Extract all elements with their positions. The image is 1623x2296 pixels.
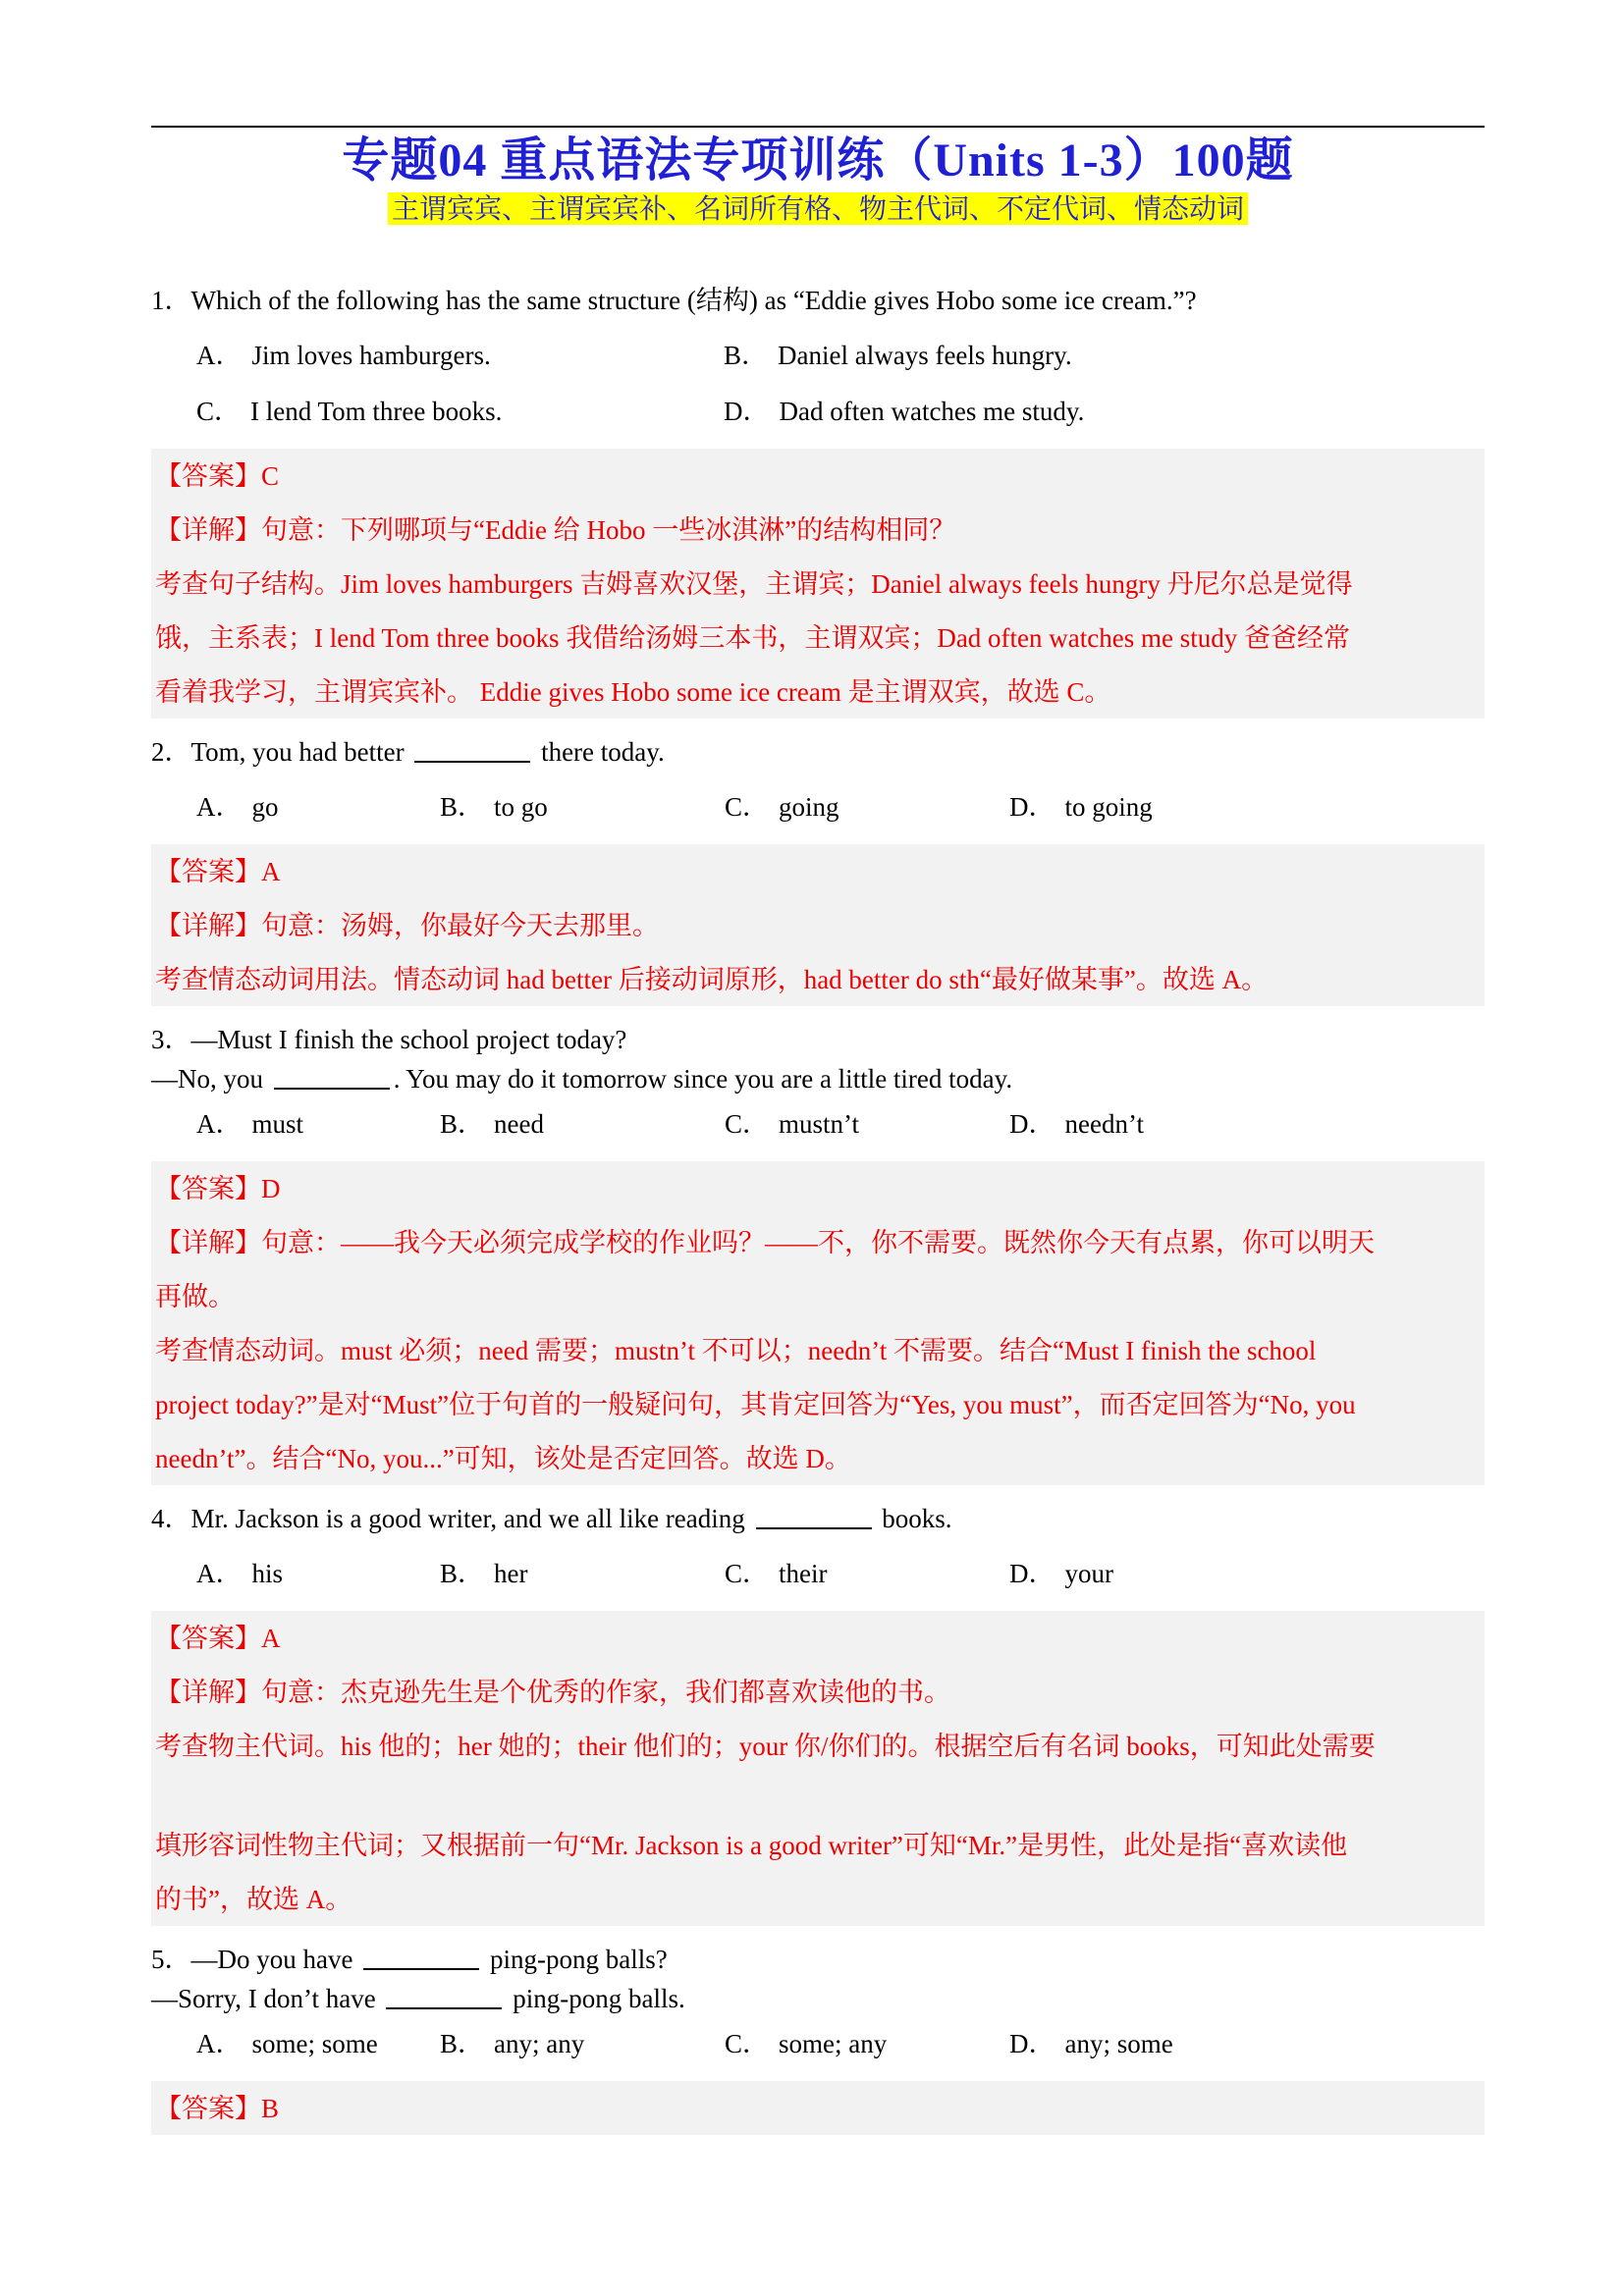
blank-gap <box>155 1773 1481 1818</box>
option-letter: C． <box>725 2029 770 2058</box>
question-options <box>151 1538 1485 1593</box>
question-options <box>151 320 1485 431</box>
option-letter: B． <box>440 1109 485 1139</box>
explain-line: 考查情态动词用法。情态动词 had better 后接动词原形，had better do sth“最好做某事”。故选 A。 <box>155 965 1269 994</box>
question-stem-reply <box>151 1979 1485 2018</box>
option-letter: B． <box>440 1559 485 1588</box>
stem-part: . You may do it tomorrow since you are a little tired today. <box>393 1064 1013 1094</box>
question-stem-reply <box>151 1059 1485 1098</box>
option-c[interactable] <box>725 1554 1009 1593</box>
option-text: her <box>494 1559 528 1588</box>
option-c[interactable] <box>196 392 724 431</box>
explain-line: 考查句子结构。Jim loves hamburgers 吉姆喜欢汉堡，主谓宾；Daniel always feels hungry 丹尼尔总是觉得 <box>155 569 1353 599</box>
option-letter: B． <box>440 792 485 822</box>
answer-blank <box>363 1941 479 1970</box>
option-text: needn’t <box>1064 1109 1144 1139</box>
option-letter: C． <box>725 1559 770 1588</box>
option-text: some; some <box>251 2029 378 2058</box>
stem-part: ping-pong balls? <box>489 1945 668 1974</box>
option-text: Daniel always feels hungry. <box>778 341 1072 370</box>
detail-line: 【详解】句意：——我今天必须完成学校的作业吗？——不，你不需要。既然你今天有点累，你可以明天 <box>155 1228 1375 1257</box>
question-stem: 3．—Must I finish the school project today? <box>151 1025 627 1054</box>
option-text: any; any <box>494 2029 585 2058</box>
option-letter: A． <box>196 2029 243 2058</box>
option-text: Jim loves hamburgers. <box>251 341 491 370</box>
question-stem: 1．Which of the following has the same structure (结构) as “Eddie gives Hobo some ice cream.”? <box>151 286 1197 315</box>
option-d[interactable] <box>1009 787 1294 827</box>
question-stem <box>151 1485 1485 1538</box>
option-b[interactable] <box>440 787 725 827</box>
question-2 <box>151 719 1485 1006</box>
option-d[interactable] <box>1009 1104 1294 1144</box>
document-page <box>151 126 1485 2135</box>
option-text: going <box>779 792 839 822</box>
question-options <box>151 1098 1485 1144</box>
option-a[interactable] <box>196 2024 440 2063</box>
option-c[interactable] <box>725 787 1009 827</box>
stem-part: 4．Mr. Jackson is a good writer, and we all like reading <box>151 1504 745 1533</box>
explain-line: 填形容词性物主代词；又根据前一句“Mr. Jackson is a good writer”可知“Mr.”是男性，此处是指“喜欢读他 <box>155 1831 1348 1860</box>
answer-line: 【答案】D <box>155 1174 281 1203</box>
stem-part: books. <box>882 1504 952 1533</box>
answer-blank <box>756 1500 872 1529</box>
answer-line: 【答案】A <box>155 1624 281 1653</box>
option-text: your <box>1064 1559 1113 1588</box>
option-text: his <box>251 1559 284 1588</box>
option-a[interactable] <box>196 336 724 375</box>
stem-part: ping-pong balls. <box>513 1984 685 2013</box>
explain-line: 饿，主系表；I lend Tom three books 我借给汤姆三本书，主谓双宾；Dad often watches me study 爸爸经常 <box>155 623 1350 653</box>
option-text: must <box>251 1109 304 1139</box>
question-options <box>151 2018 1485 2063</box>
explain-line: 考查情态动词。must 必须；need 需要；mustn’t 不可以；needn’t 不需要。结合“Must I finish the school <box>155 1336 1317 1365</box>
option-letter: C． <box>196 397 242 426</box>
option-letter: C． <box>725 1109 770 1139</box>
option-letter: A． <box>196 792 243 822</box>
explain-line: needn’t”。结合“No, you...”可知，该处是否定回答。故选 D。 <box>155 1444 851 1473</box>
detail-line: 【详解】句意：杰克逊先生是个优秀的作家，我们都喜欢读他的书。 <box>155 1678 950 1707</box>
page-title: 专题04 重点语法专项训练（Units 1-3）100题 <box>342 134 1294 187</box>
stem-part: 2．Tom, you had better <box>151 737 405 767</box>
question-1 <box>151 267 1485 719</box>
option-letter: D． <box>1009 1109 1055 1139</box>
top-rule <box>151 126 1485 128</box>
explain-line: 看着我学习，主谓宾宾补。 Eddie gives Hobo some ice cream 是主谓双宾，故选 C。 <box>155 677 1111 707</box>
question-3 <box>151 1006 1485 1485</box>
answer-blank <box>414 733 530 763</box>
option-letter: D． <box>724 397 770 426</box>
option-text: any; some <box>1064 2029 1173 2058</box>
stem-part: there today. <box>541 737 665 767</box>
explain-line: 考查物主代词。his 他的；her 她的；their 他们的；your 你/你们的。根据空后有名词 books，可知此处需要 <box>155 1732 1376 1761</box>
answer-block <box>151 1611 1485 1926</box>
stem-part: —Sorry, I don’t have <box>151 1984 376 2013</box>
option-text: to going <box>1064 792 1153 822</box>
answer-block <box>151 2081 1485 2135</box>
option-b[interactable] <box>724 336 1251 375</box>
answer-block <box>151 1161 1485 1485</box>
option-text: need <box>494 1109 544 1139</box>
question-stem <box>151 1926 1485 1979</box>
stem-part: 5．—Do you have <box>151 1945 353 1974</box>
explain-line: project today?”是对“Must”位于句首的一般疑问句，其肯定回答为“Yes, you must”，而否定回答为“No, you <box>155 1390 1356 1419</box>
question-stem <box>151 719 1485 772</box>
answer-line: 【答案】A <box>155 857 281 886</box>
option-b[interactable] <box>440 2024 725 2063</box>
option-d[interactable] <box>1009 2024 1294 2063</box>
option-d[interactable] <box>724 392 1251 431</box>
option-letter: B． <box>440 2029 485 2058</box>
option-text: mustn’t <box>779 1109 860 1139</box>
question-5 <box>151 1926 1485 2135</box>
option-letter: A． <box>196 341 243 370</box>
option-a[interactable] <box>196 1104 440 1144</box>
option-letter: D． <box>1009 1559 1055 1588</box>
explain-line: 的书”，故选 A。 <box>155 1885 352 1914</box>
option-text: I lend Tom three books. <box>250 397 503 426</box>
detail-line: 再做。 <box>155 1282 235 1311</box>
question-4 <box>151 1485 1485 1926</box>
option-text: to go <box>494 792 548 822</box>
option-c[interactable] <box>725 2024 1009 2063</box>
answer-line: 【答案】B <box>155 2094 280 2123</box>
detail-line: 【详解】句意：下列哪项与“Eddie 给 Hobo 一些冰淇淋”的结构相同？ <box>155 515 956 545</box>
option-letter: A． <box>196 1559 243 1588</box>
option-d[interactable] <box>1009 1554 1294 1593</box>
option-b[interactable] <box>440 1104 725 1144</box>
answer-blank <box>386 1980 502 2009</box>
option-letter: C． <box>725 792 770 822</box>
option-letter: B． <box>724 341 769 370</box>
answer-line: 【答案】C <box>155 461 280 491</box>
option-text: some; any <box>779 2029 888 2058</box>
page-subtitle: 主谓宾宾、主谓宾宾补、名词所有格、物主代词、不定代词、情态动词 <box>388 192 1248 225</box>
option-b[interactable] <box>440 1554 725 1593</box>
answer-blank <box>274 1060 390 1090</box>
option-letter: A． <box>196 1109 243 1139</box>
option-a[interactable] <box>196 1554 440 1593</box>
option-letter: D． <box>1009 2029 1055 2058</box>
option-text: their <box>779 1559 828 1588</box>
stem-part: —No, you <box>151 1064 263 1094</box>
subtitle-wrap <box>151 190 1485 228</box>
option-text: go <box>251 792 279 822</box>
option-a[interactable] <box>196 787 440 827</box>
option-text: Dad often watches me study. <box>779 397 1085 426</box>
option-letter: D． <box>1009 792 1055 822</box>
option-c[interactable] <box>725 1104 1009 1144</box>
answer-block <box>151 844 1485 1006</box>
detail-line: 【详解】句意：汤姆，你最好今天去那里。 <box>155 911 659 940</box>
question-options <box>151 772 1485 827</box>
answer-block <box>151 449 1485 719</box>
